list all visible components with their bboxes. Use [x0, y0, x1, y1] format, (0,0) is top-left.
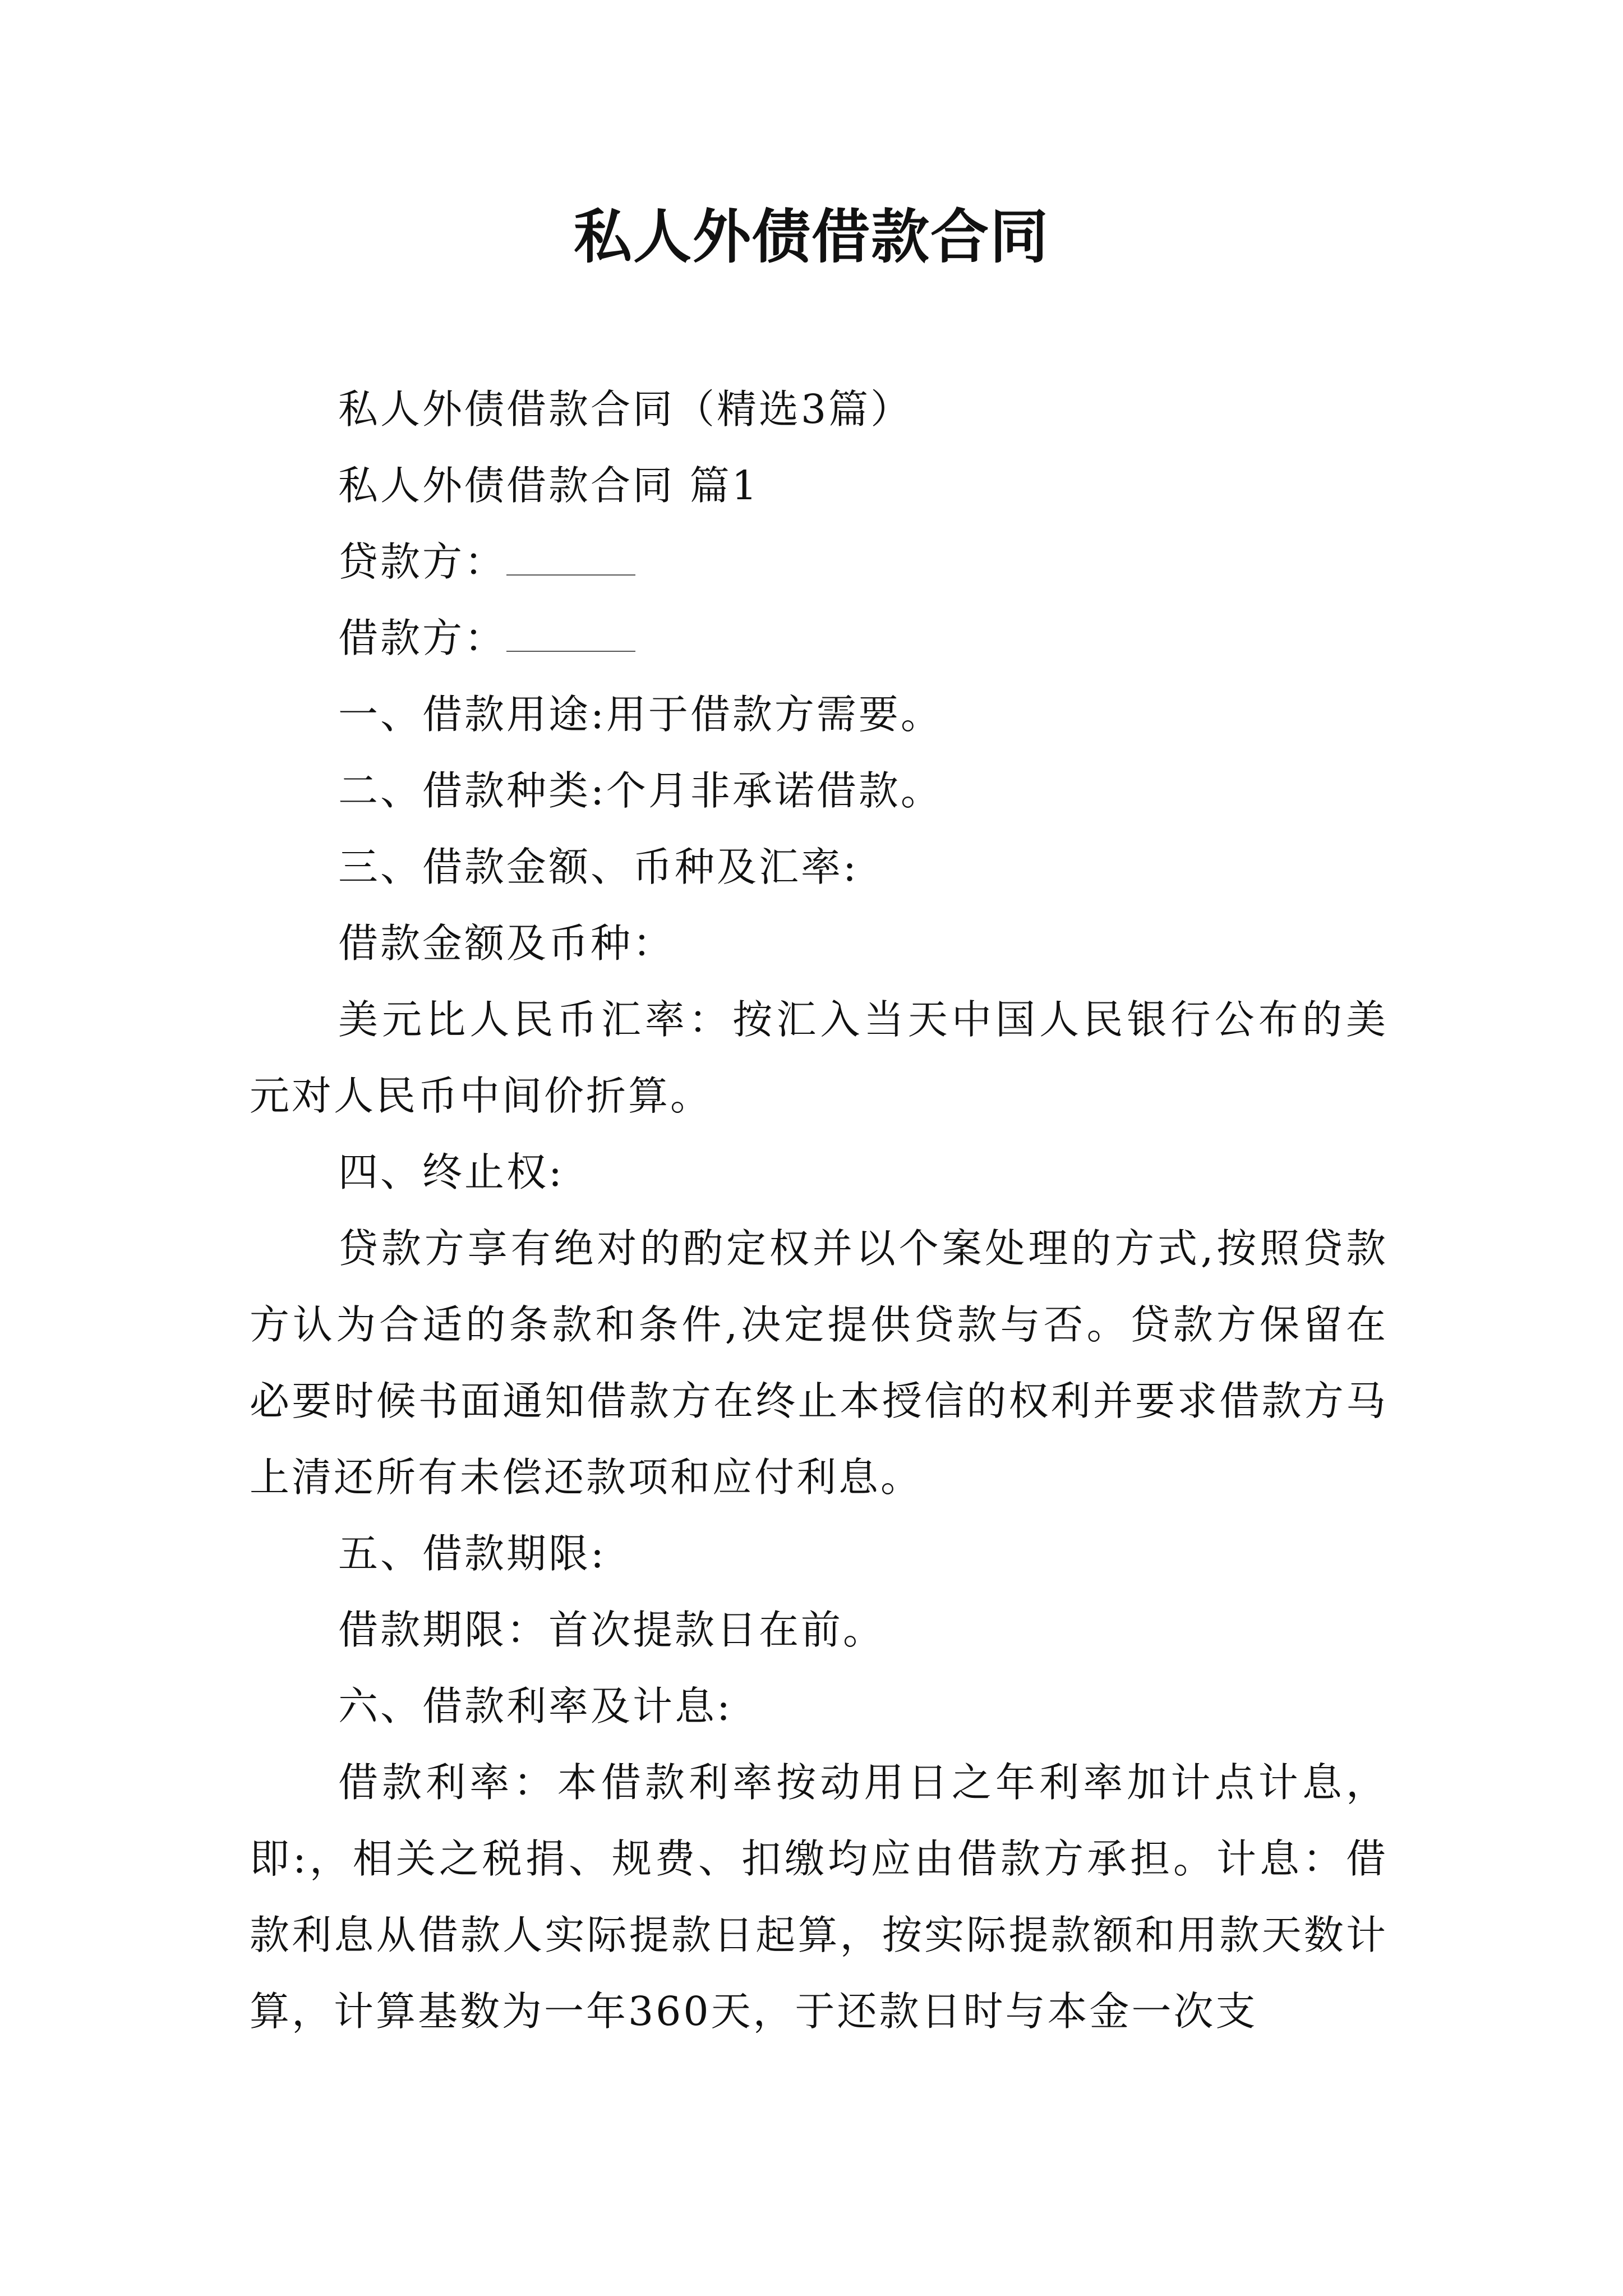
paragraph-termination-body: 贷款方享有绝对的酌定权并以个案处理的方式,按照贷款方认为合适的条款和条件,决定提供贷款与否。贷款方保留在必要时候书面通知借款方在终止本授信的权利并要求借款方马上清还所有未偿还款项和应付利息。 — [250, 1225, 1388, 1501]
document-title: 私人外债借款合同 — [573, 202, 1049, 271]
paragraph-loan-type: 二、借款种类:个月非承诺借款。 — [338, 767, 943, 814]
lender-label: 贷款方： — [338, 539, 507, 585]
document-body — [250, 371, 1388, 2050]
paragraph-exchange-rate: 美元比人民币汇率：按汇入当天中国人民银行公布的美元对人民币中间价折算。 — [250, 996, 1388, 1119]
paragraph-lender — [250, 524, 1388, 600]
paragraph-subtitle: 私人外债借款合同（精选3篇） — [338, 386, 913, 432]
paragraph-section-heading: 私人外债借款合同 篇1 — [338, 462, 759, 509]
paragraph-amount-currency: 借款金额及币种： — [338, 920, 675, 967]
lender-blank-line — [506, 541, 635, 576]
paragraph-term-body: 借款期限：首次提款日在前。 — [338, 1607, 886, 1653]
paragraph-interest-heading: 六、借款利率及计息: — [338, 1683, 732, 1729]
paragraph-loan-purpose: 一、借款用途:用于借款方需要。 — [338, 691, 943, 738]
paragraph-borrower — [250, 600, 1388, 677]
borrower-label: 借款方： — [338, 615, 507, 661]
paragraph-interest-body: 借款利率：本借款利率按动用日之年利率加计点计息，即:，相关之税捐、规费、扣缴均应由借款方承担。计息：借款利息从借款人实际提款日起算，按实际提款额和用款天数计算，计算基数为一年360天，于还款日时与本金一次支 — [250, 1759, 1388, 2035]
paragraph-termination-heading: 四、终止权: — [338, 1149, 564, 1195]
borrower-blank-line — [506, 617, 635, 652]
paragraph-term-heading: 五、借款期限: — [338, 1530, 606, 1577]
paragraph-amount-heading: 三、借款金额、币种及汇率: — [338, 844, 859, 890]
